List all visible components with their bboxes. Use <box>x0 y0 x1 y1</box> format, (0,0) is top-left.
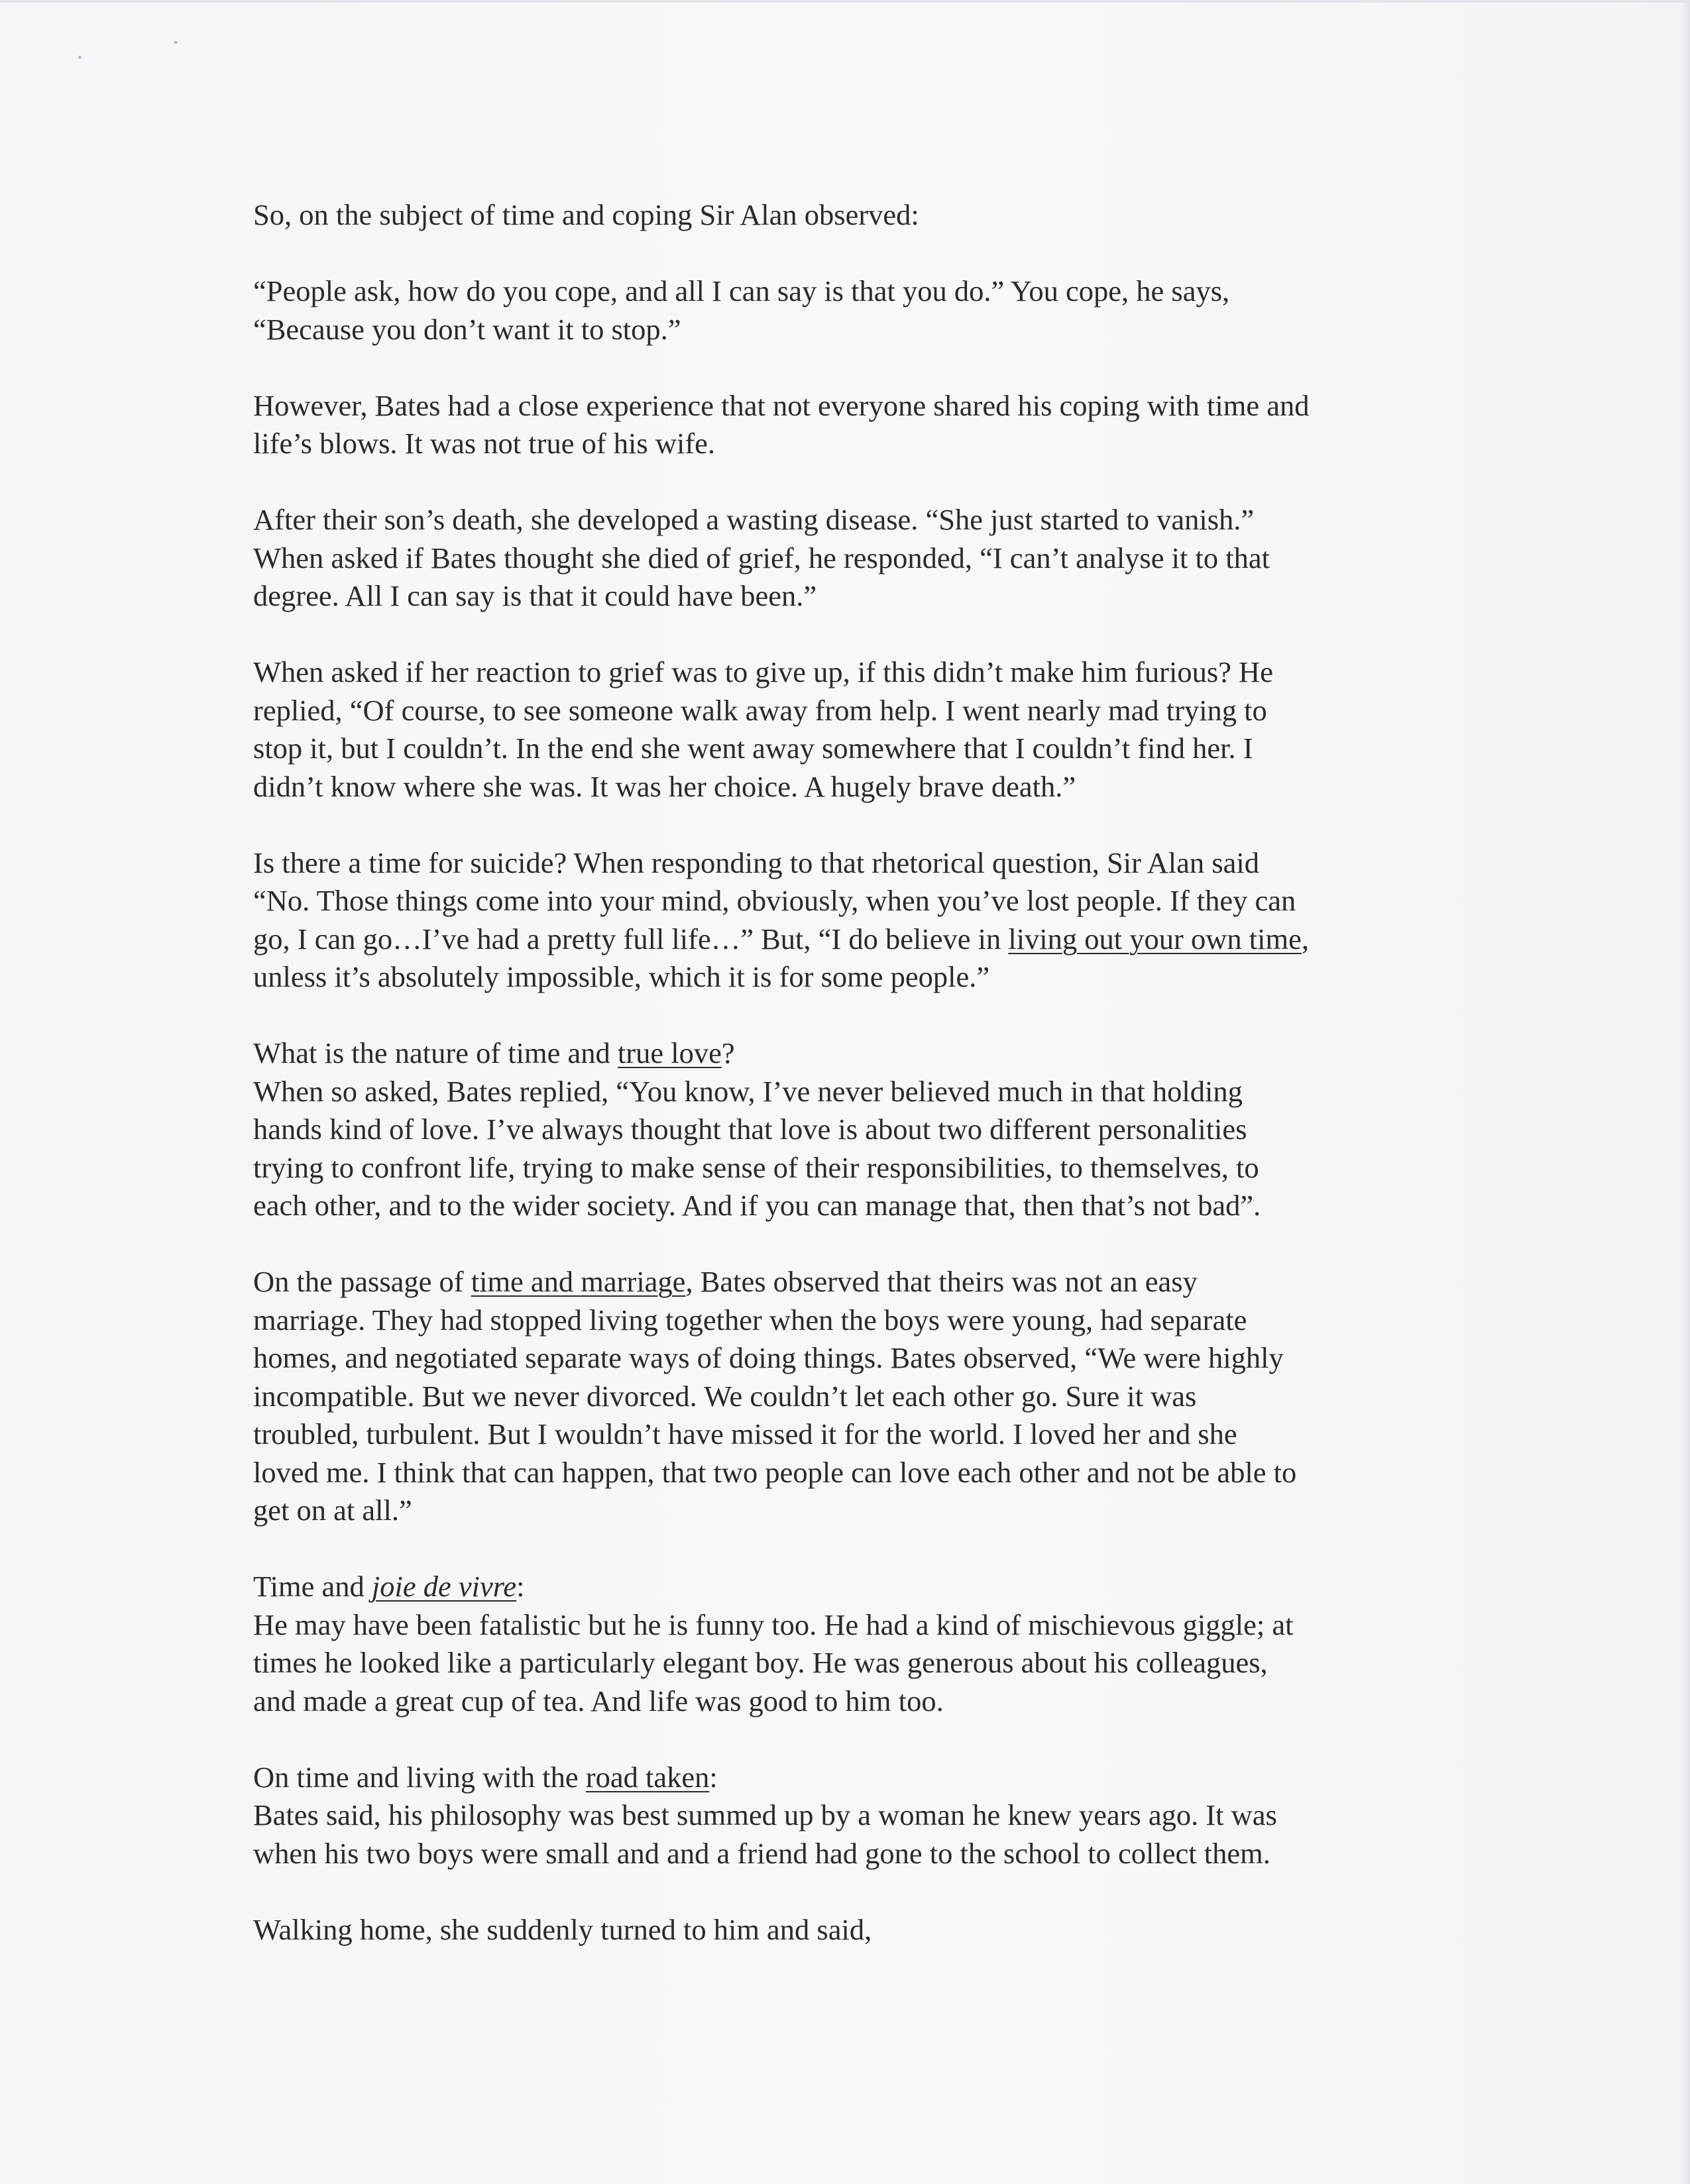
page-top-edge <box>0 0 1690 3</box>
text-line <box>253 1606 1439 1645</box>
text-line <box>253 1378 1439 1416</box>
paragraph <box>253 501 1439 616</box>
text-line <box>253 1187 1439 1225</box>
emphasized-phrase: road taken <box>585 1760 710 1794</box>
text-run: when his two boys were small and and a friend had gone to the school to collect them. <box>253 1836 1270 1870</box>
text-line <box>253 272 1439 311</box>
paragraph-gap <box>253 1873 1439 1911</box>
paragraph-gap <box>253 1225 1439 1264</box>
paragraph <box>253 1759 1439 1873</box>
text-line <box>253 1644 1439 1682</box>
paragraph-gap <box>253 616 1439 654</box>
text-run: times he looked like a particularly elegant boy. He was generous about his colleagues, <box>253 1646 1268 1679</box>
text-run: trying to confront life, trying to make sense of their responsibilities, to themselves, to <box>253 1150 1259 1184</box>
paragraph <box>253 1263 1439 1530</box>
text-line <box>253 1796 1439 1835</box>
text-run: hands kind of love. I’ve always thought that love is about two different personalities <box>253 1113 1247 1146</box>
text-run: So, on the subject of time and coping Sir Alan observed: <box>253 198 919 231</box>
text-run: “No. Those things come into your mind, obviously, when you’ve lost people. If they can <box>253 884 1296 917</box>
text-line <box>253 577 1439 616</box>
paragraph-gap <box>253 806 1439 844</box>
text-line <box>253 387 1439 425</box>
text-line <box>253 920 1439 959</box>
text-run: When so asked, Bates replied, “You know, I’ve never believed much in that holding <box>253 1074 1243 1108</box>
text-run: Walking home, she suddenly turned to him and said, <box>253 1912 872 1946</box>
text-run: unless it’s absolutely impossible, which it is for some people.” <box>253 960 990 993</box>
text-line <box>253 196 1439 235</box>
text-line <box>253 653 1439 692</box>
emphasized-phrase: living out your own time <box>1008 922 1302 956</box>
text-run: didn’t know where she was. It was her choice. A hugely brave death.” <box>253 769 1076 803</box>
text-run: What is the nature of time and <box>253 1036 618 1069</box>
text-line <box>253 1759 1439 1797</box>
paragraph <box>253 272 1439 349</box>
text-line <box>253 730 1439 768</box>
text-line <box>253 768 1439 806</box>
text-run: homes, and negotiated separate ways of doing things. Bates observed, “We were highly <box>253 1341 1284 1374</box>
text-line <box>253 1492 1439 1530</box>
paragraph <box>253 196 1439 235</box>
paragraph-gap <box>253 1530 1439 1568</box>
emphasized-phrase: joie de vivre <box>371 1570 517 1603</box>
paragraph-gap <box>253 235 1439 273</box>
paragraph <box>253 387 1439 463</box>
text-run: incompatible. But we never divorced. We couldn’t let each other go. Sure it was <box>253 1379 1197 1413</box>
text-line <box>253 1682 1439 1721</box>
text-run: “People ask, how do you cope, and all I can say is that you do.” You cope, he says, <box>253 274 1230 307</box>
page-right-edge-shadow <box>1681 0 1690 2184</box>
paragraph-gap <box>253 997 1439 1035</box>
emphasized-phrase: true love <box>617 1036 722 1069</box>
scan-speck <box>78 56 82 59</box>
text-line <box>253 692 1439 730</box>
text-line <box>253 425 1439 463</box>
text-run: Time and <box>253 1570 372 1603</box>
paragraph <box>253 1568 1439 1720</box>
paragraph-gap <box>253 1720 1439 1759</box>
text-line <box>253 311 1439 349</box>
text-line <box>253 1911 1439 1949</box>
text-run: : <box>709 1760 718 1794</box>
text-run: On the passage of <box>253 1265 471 1298</box>
text-line <box>253 1111 1439 1149</box>
scan-speck <box>174 41 178 44</box>
text-run: stop it, but I couldn’t. In the end she went away somewhere that I couldn’t find her. I <box>253 732 1253 765</box>
text-run: troubled, turbulent. But I wouldn’t have missed it for the world. I loved her and she <box>253 1417 1237 1450</box>
text-line <box>253 1073 1439 1111</box>
text-run: marriage. They had stopped living together when the boys were young, had separate <box>253 1303 1247 1337</box>
text-line <box>253 1149 1439 1187</box>
text-run: : <box>516 1570 525 1603</box>
text-line <box>253 1034 1439 1073</box>
text-run: He may have been fatalistic but he is funny too. He had a kind of mischievous giggle; at <box>253 1608 1294 1641</box>
text-run: After their son’s death, she developed a wasting disease. “She just started to vanish.” <box>253 503 1255 536</box>
document-body <box>253 196 1439 1949</box>
text-line <box>253 1415 1439 1454</box>
text-line <box>253 539 1439 578</box>
text-line <box>253 1339 1439 1378</box>
text-line <box>253 882 1439 920</box>
text-run: degree. All I can say is that it could have been.” <box>253 579 817 612</box>
paragraph <box>253 844 1439 997</box>
text-run: , <box>1301 922 1309 956</box>
text-run: life’s blows. It was not true of his wife. <box>253 427 716 460</box>
text-line <box>253 1263 1439 1301</box>
text-line <box>253 1568 1439 1606</box>
paragraph <box>253 653 1439 806</box>
text-run: and made a great cup of tea. And life was good to him too. <box>253 1684 944 1718</box>
text-run: Bates said, his philosophy was best summed up by a woman he knew years ago. It was <box>253 1798 1277 1831</box>
text-run: get on at all.” <box>253 1494 412 1527</box>
paragraph-gap <box>253 463 1439 502</box>
text-run: replied, “Of course, to see someone walk away from help. I went nearly mad trying to <box>253 693 1267 727</box>
text-run: ? <box>721 1036 735 1069</box>
text-run: When asked if Bates thought she died of grief, he responded, “I can’t analyse it to that <box>253 541 1270 574</box>
text-line <box>253 958 1439 997</box>
text-run: , Bates observed that theirs was not an easy <box>685 1265 1198 1298</box>
emphasized-phrase: time and marriage <box>471 1265 686 1298</box>
text-run: go, I can go…I’ve had a pretty full life…” But, “I do believe in <box>253 922 1009 956</box>
paragraph <box>253 1911 1439 1949</box>
paragraph <box>253 1034 1439 1225</box>
text-line <box>253 1301 1439 1340</box>
text-line <box>253 1835 1439 1873</box>
text-run: Is there a time for suicide? When responding to that rhetorical question, Sir Alan said <box>253 846 1259 879</box>
text-run: When asked if her reaction to grief was to give up, if this didn’t make him furious? He <box>253 655 1273 688</box>
text-line <box>253 1454 1439 1492</box>
text-line <box>253 501 1439 539</box>
text-run: However, Bates had a close experience that not everyone shared his coping with time and <box>253 388 1310 422</box>
paragraph-gap <box>253 349 1439 387</box>
text-run: each other, and to the wider society. And if you can manage that, then that’s not bad”. <box>253 1189 1261 1222</box>
text-run: On time and living with the <box>253 1760 586 1794</box>
text-run: loved me. I think that can happen, that two people can love each other and not be able to <box>253 1455 1297 1489</box>
text-line <box>253 844 1439 883</box>
text-run: “Because you don’t want it to stop.” <box>253 312 681 346</box>
